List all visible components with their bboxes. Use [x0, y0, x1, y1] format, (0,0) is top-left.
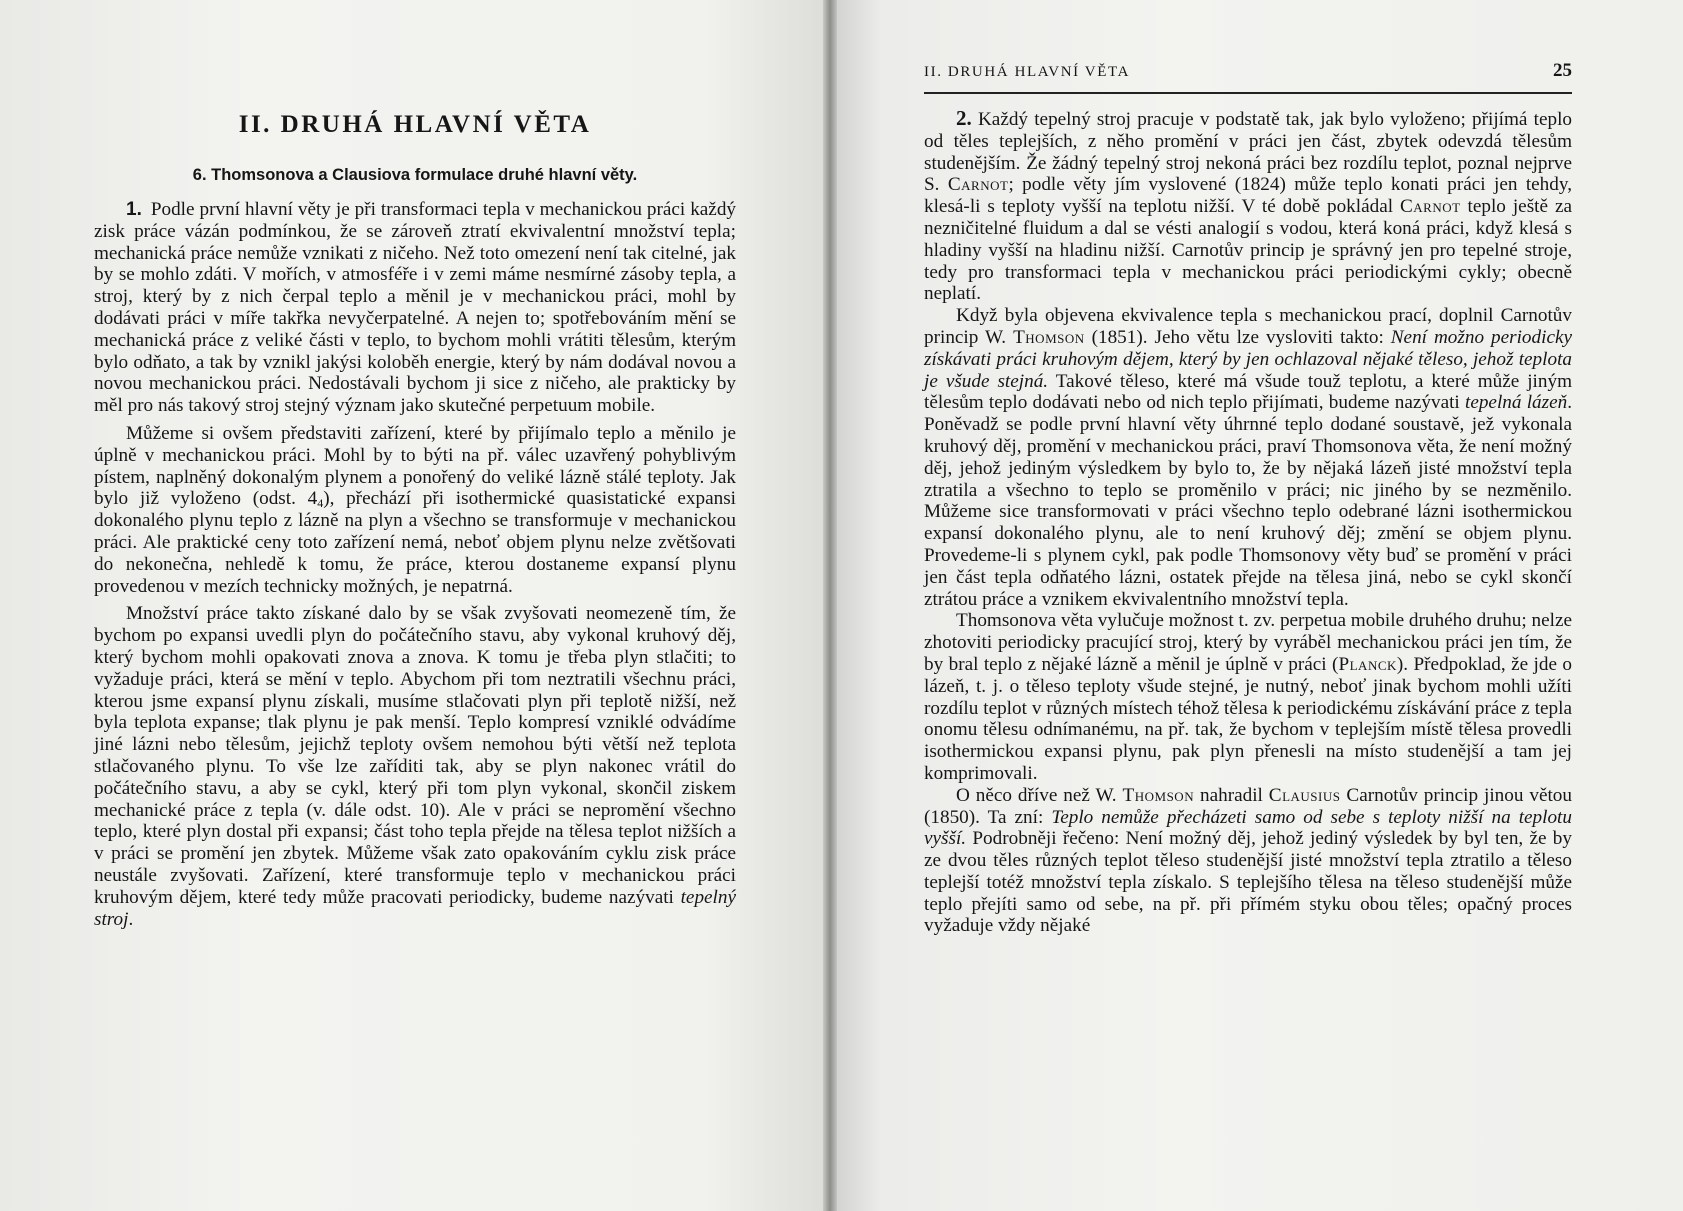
name-carnot: Carnot — [947, 174, 1009, 196]
book-gutter — [823, 0, 837, 1211]
left-text-column — [94, 100, 736, 930]
header-rule — [924, 92, 1572, 94]
left-paragraph-3 — [94, 603, 736, 930]
chapter-title: II. DRUHÁ HLAVNÍ VĚTA — [238, 111, 592, 138]
right-paragraph-2-text-d: . Poněvadž se podle první hlavní věty úhrnné teplo dodané soustavě, jež vykonala kruhový děj, promění v mechanickou práci, praví Thomsonova věta, že není možný děj, jehož jediným výsledkem by bylo to, že by nějaká lázeň jisté množství tepla ztratila a všechno to teplo se proměnilo v práci; nic jiného by se nezměnilo. Můžeme sice transformovati v práci všechno teplo odebrané lázni isothermickou expansí dokonalého plynu, ale to není kruhový děj; změní se objem plynu. Provedeme-li s plynem cykl, pak podle Thomsonovy věty buď se promění v práci jen část tepla odňatého lázni, ostatek přejde na tělesa jiná, nebo se cykl skončí ztrátou práce a vznikem ekvivalentního množství tepla. — [924, 392, 1572, 610]
name-clausius: Clausius — [1268, 784, 1341, 806]
left-paragraph-3-text: Množství práce takto získané dalo by se však zvyšovati neomezeně tím, že bychom po expansi uvedli plyn do počátečního stavu, aby vykonal kruhový děj, který bychom mohli opakovati znova a znova. K tomu je třeba plyn stlačiti; to vyžaduje práci, která se mění v teplo. Abychom při tom neztratili všechnu práci, kterou jsme expansí plynu získali, musíme stlačovati plyn při teplotě nižší, než byla teplota expanse; tlak plynu je pak menší. Teplo kompresí vzniklé odvádíme jiné lázni nebo tělesům, jejichž teploty ovšem nemohou býti větší než teplota stlačovaného plynu. To vše lze zaříditi tak, aby se plyn nakonec vrátil do počátečního stavu, a aby se cykl, který při tom plyn vykonal, skončil ziskem mechanické práce z tepla (v. dále odst. 10). Ale v práci se nepromění všechno teplo, které plyn dostal při expansi; část toho tepla přejde na tělesa teplot nižších a v práci se promění jen zbytek. Můžeme však zato opakováním cyklu zisk práce neustále zvyšovati. Zařízení, které transformuje teplo v mechanickou práci kruhovým dějem, které tedy může pracovati periodicky, budeme nazývati — [94, 603, 736, 908]
right-paragraph-4-text-c: Carnotův princip jinou větou (1850). Ta zní: — [924, 784, 1572, 828]
right-paragraph-3-text-b: ). Předpoklad, že jde o lázeň, t. j. o těleso teploty všude stejné, je nutný, neboť jinak bychom mohli užíti rozdílu teplot v různých místech téhož tělesa k periodickému získávání práce z tepla onomu tělesu odnímanému, na př. tak, že bychom v teplejším místě tělesa provedli isothermickou expansi plynu, pak plyn přenesli na místo studenější a tam jej komprimovali. — [924, 653, 1572, 784]
page-number: 25 — [1553, 60, 1572, 81]
name-thomson: Thomson — [1013, 326, 1085, 348]
right-paragraph-1 — [924, 108, 1572, 305]
term-tepelna-lazen: tepelná lázeň — [1464, 392, 1568, 414]
left-paragraph-1-text: Podle první hlavní věty je při transformaci tepla v mechanickou práci každý zisk práce vázán podmínkou, že se zároveň ztratí ekvivalentní množství tepla; mechanická práce nemůže vznikati z ničeho. Než toto omezení není tak citelné, jak by se mohlo zdáti. V mořích, v atmosféře i v zemi máme nesmírné zásoby tepla, a stroj, který by z nich čerpal teplo a měnil je v mechanickou práci, mohl by dodávati práci v míře takřka nevyčerpatelné. A nejen to; spotřebováním mění se mechanická práce z veliké části v teplo, to bychom mohli vrátiti tělesům, kterým bylo odňato, a tak by vznikl jakýsi koloběh energie, který by nám dodával novou a novou mechanickou práci. Nedostávali bychom ji sice z ničeho, ale prakticky by měl pro nás takový stroj stejný význam jako skutečné perpetuum mobile. — [94, 199, 737, 417]
right-paragraph-4-text-b: nahradil — [1194, 784, 1269, 806]
right-paragraph-4 — [924, 785, 1572, 938]
name-carnot: Carnot — [1400, 196, 1461, 218]
right-paragraph-4-text-a: O něco dříve než W. — [956, 784, 1123, 806]
running-head — [924, 60, 1572, 82]
right-paragraph-2-text-c: Takové těleso, které má všude touž teplotu, a které může jiným tělesům teplo dodávati nebo od nich teplo přijímati, budeme nazývati — [924, 370, 1573, 414]
right-paragraph-2-text-a: Když byla objevena ekvivalence tepla s mechanickou prací, doplnil Carnotův princip W. — [924, 305, 1572, 348]
paragraph-number-1: 1. — [126, 199, 142, 220]
left-paragraph-1 — [94, 199, 736, 417]
right-paragraph-3 — [924, 610, 1572, 784]
term-tepelny-stroj: tepelný stroj — [94, 886, 736, 930]
left-paragraph-2-text-b: ), přechází při isothermické quasistatické expansi dokonalého plynu teplo z lázně na plyn a všechno se transformuje v mechanickou práci. Ale praktické ceny toto zařízení nemá, neboť objem plynu nelze zvětšovati do nekonečna, nehledě k tomu, že práce, kterou dostaneme expansí plynu provedenou v mezích technicky možných, je nepatrná. — [94, 488, 737, 597]
right-paragraph-1-text-b: ; podle věty jím vyslovené (1824) může teplo konati práci jen tehdy, klesá-li s teploty vyšší na teplotu nižší. V té době pokládal — [924, 174, 1572, 218]
section-title: 6. Thomsonova a Clausiova formulace druhé hlavní věty. — [192, 166, 638, 184]
right-paragraph-2-text-b: (1851). Jeho větu lze vysloviti takto: — [1084, 326, 1391, 348]
left-paragraph-2 — [94, 423, 736, 597]
thomson-statement: Není možno periodicky získávati práci kruhovým dějem, který by jen ochlazoval nějaké těleso, jehož teplota je všude stejná. — [924, 326, 1572, 392]
left-paragraph-2-text-a: Můžeme si ovšem představiti zařízení, které by přijímalo teplo a měnilo je úplně v mechanickou práci. Mohl by to býti na př. válec uzavřený pohyblivým pístem, naplněný dokonalým plynem a ponořený do veliké lázně stálé teploty. Jak bylo již vyloženo (odst. 4 — [94, 422, 736, 510]
paragraph-number-2: 2. — [956, 106, 972, 130]
left-paragraph-3-end: . — [128, 908, 134, 930]
name-thomson: Thomson — [1122, 784, 1195, 806]
right-paragraph-4-text-d: Podrobněji řečeno: Není možný děj, jehož jediný výsledek by byl ten, že by ze dvou těles různých teplot těleso studenější jisté množství tepla ztratilo a těleso teplejší totéž množství tepla získalo. S teplejšího tělesa na těleso studenější může teplo přejíti samo od sebe, na př. při přímém styku obou těles; opačný proces vyžaduje vždy nějaké — [924, 828, 1572, 937]
running-head-title: II. DRUHÁ HLAVNÍ VĚTA — [924, 64, 1130, 80]
right-text-column — [924, 60, 1572, 937]
subscript: 4 — [317, 496, 324, 511]
right-paragraph-3-text-a: Thomsonova věta vylučuje možnost t. zv. perpetua mobile druhého druhu; nelze zhotoviti periodicky pracující stroj, který by vyráběl mechanickou práci jen tím, že by bral teplo z nějaké lázně a měnil je úplně v práci ( — [924, 610, 1572, 675]
clausius-statement: Teplo nemůže přecházeti samo od sebe s teploty nižší na teplotu vyšší. — [924, 806, 1572, 850]
right-paragraph-2 — [924, 305, 1572, 610]
right-paragraph-1-text-c: teplo ještě za nezničitelné fluidum a dal se vésti analogií s vodou, která koná práci, když klesá s hladiny vyšší na hladinu nižší. Carnotův princip je správný jen pro tepelné stroje, tedy pro transformaci tepla v mechanickou práci periodickými cykly; obecně neplatí. — [924, 196, 1573, 305]
right-paragraph-1-text-a: Každý tepelný stroj pracuje v podstatě tak, jak bylo vyloženo; přijímá teplo od těles teplejších, z něho promění v práci jen část, zbytek odevzdá tělesům studenějším. Že žádný tepelný stroj nekoná práci bez rozdílu teplot, poznal nejprve S. — [924, 109, 1572, 196]
left-page — [0, 0, 830, 1211]
right-page — [830, 0, 1683, 1211]
name-planck: Planck — [1338, 653, 1397, 675]
